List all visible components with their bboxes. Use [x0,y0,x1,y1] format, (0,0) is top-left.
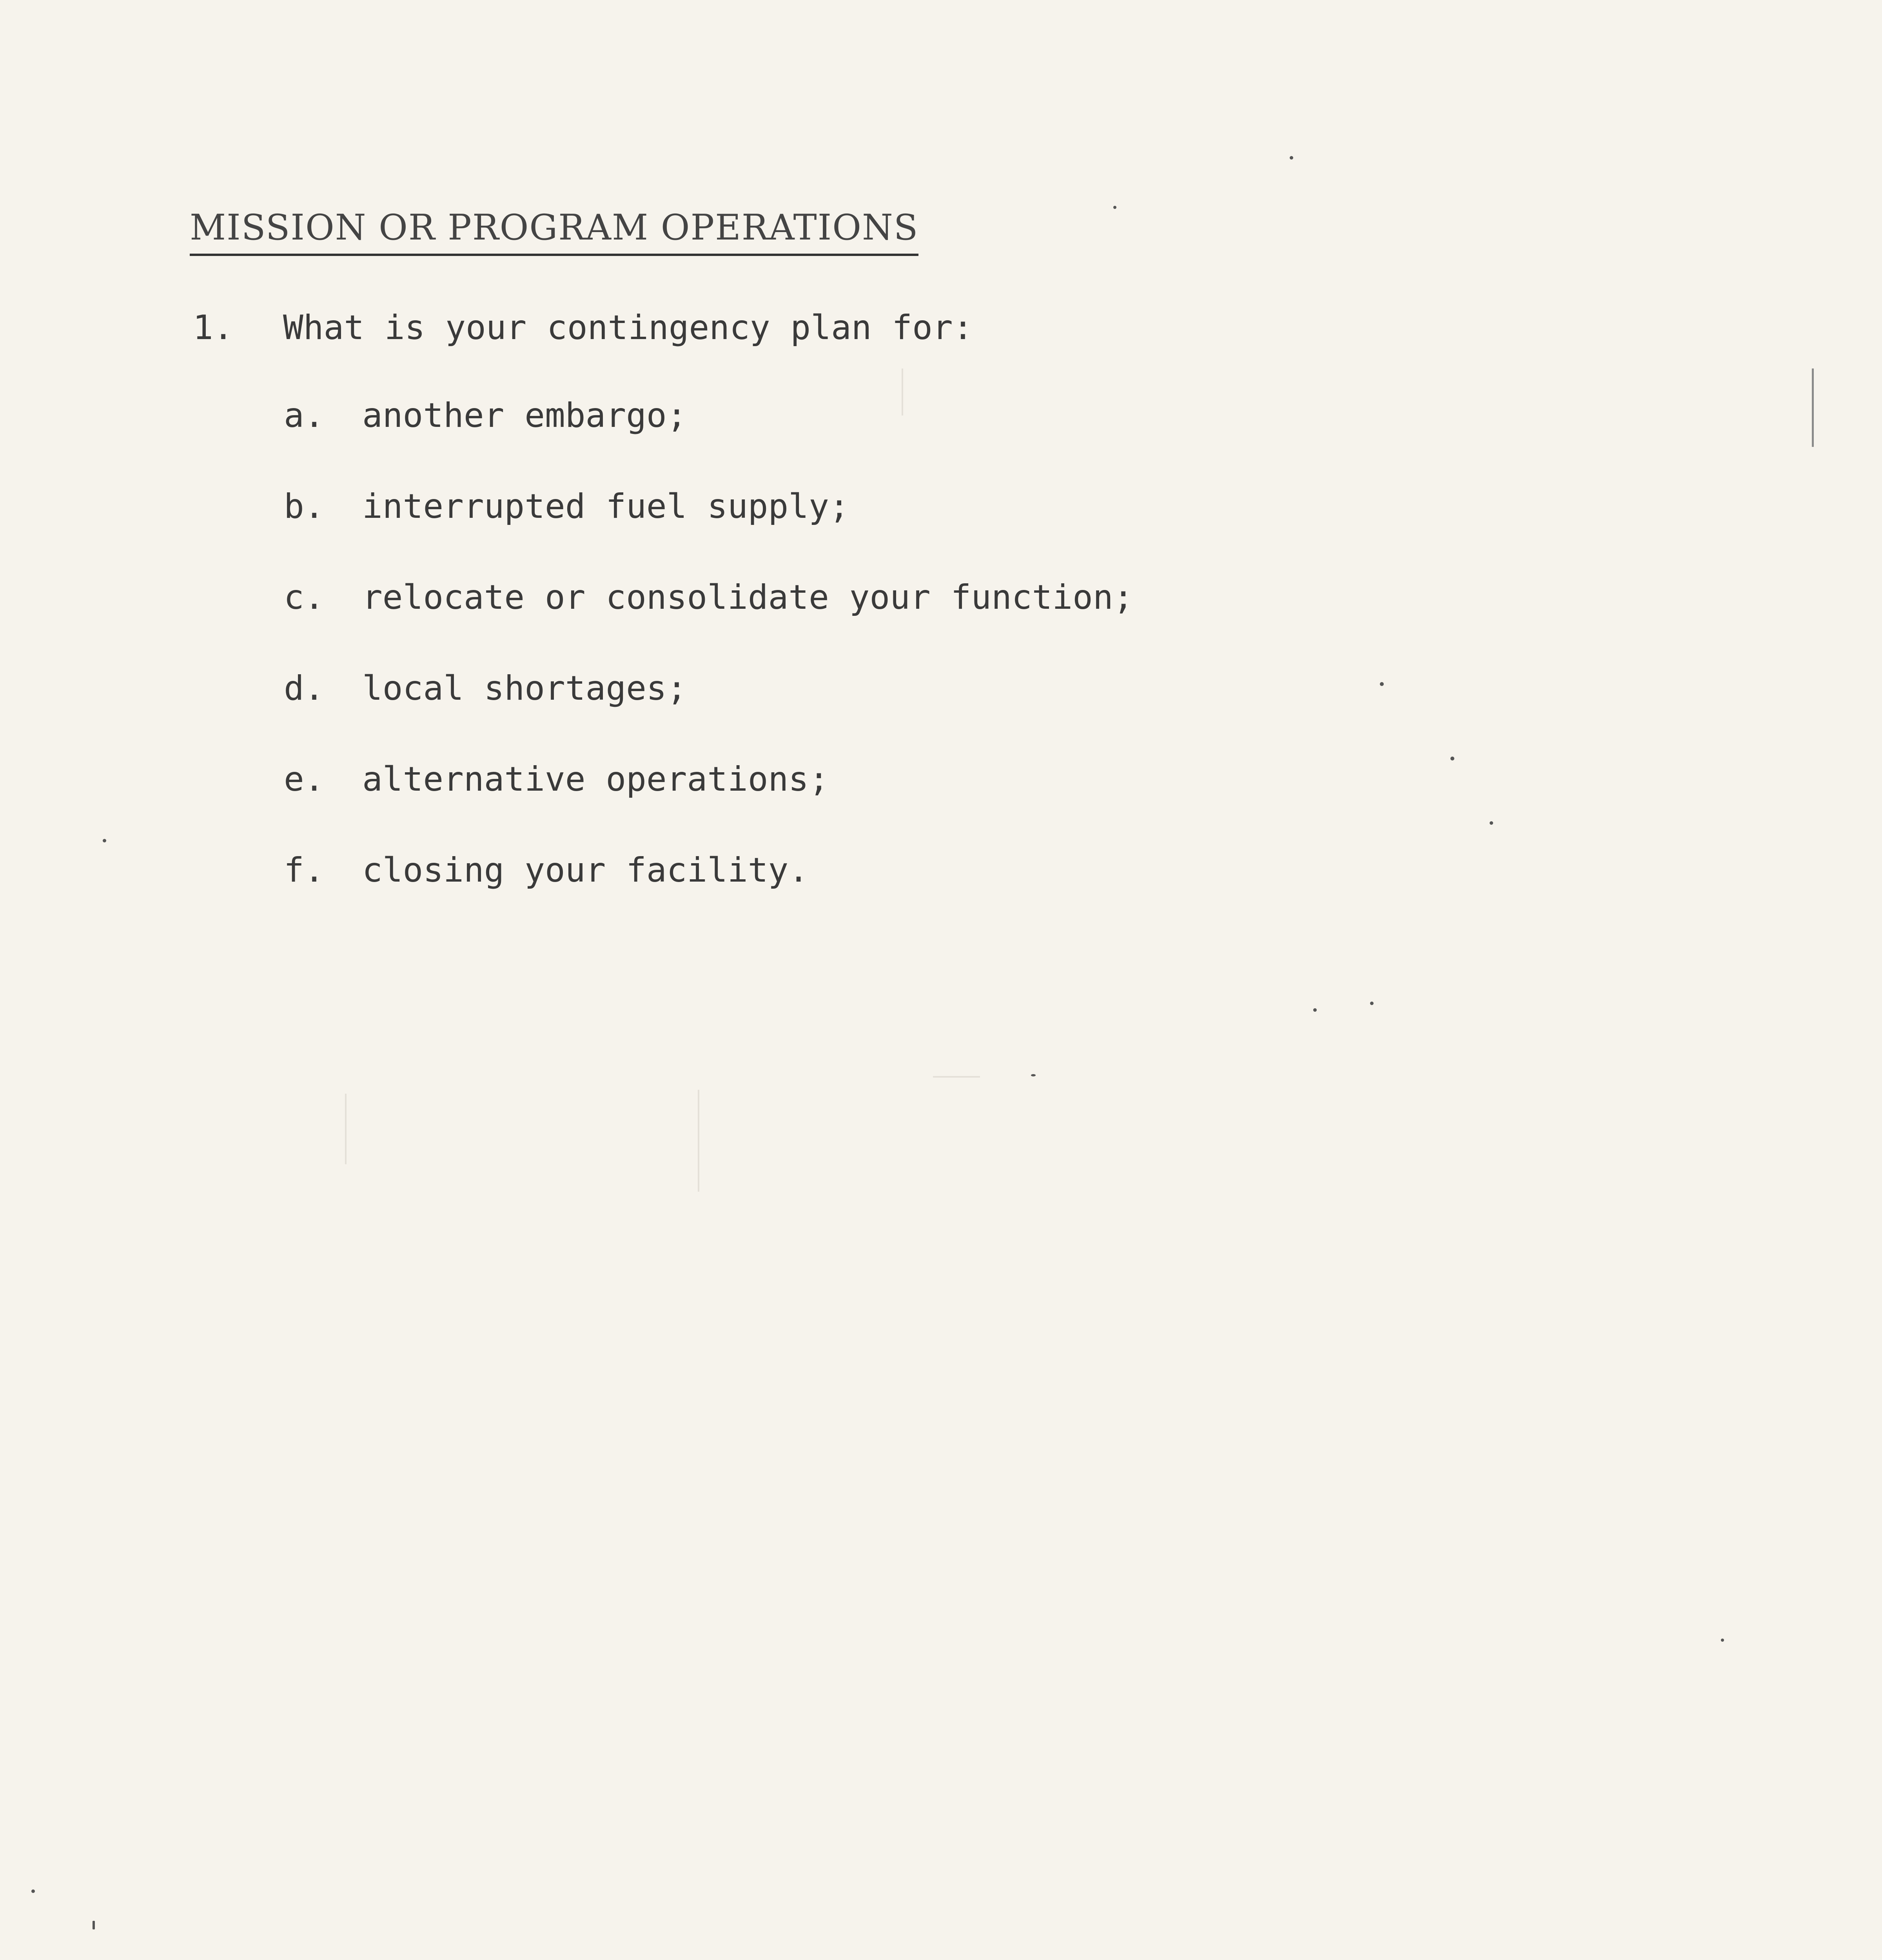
paper-crease [1812,368,1814,447]
list-item [284,396,1134,487]
scan-speck [1290,156,1293,160]
option-text: interrupted fuel supply; [362,487,849,526]
list-item [284,851,1134,942]
options-list [284,396,1134,942]
scan-speck [1370,1002,1374,1005]
option-letter: b. [284,487,325,526]
question-text: What is your contingency plan for: [283,308,973,347]
scan-speck [1450,757,1454,760]
option-letter: c. [284,578,325,617]
scan-speck [103,839,106,842]
scan-speck [1113,206,1116,209]
option-text: alternative operations; [362,760,829,799]
scan-speck [1380,682,1384,686]
paper-crease [933,1076,980,1078]
question-number: 1. [193,308,234,347]
paper-crease [902,368,903,416]
option-text: relocate or consolidate your function; [362,578,1134,617]
option-text: another embargo; [362,396,687,435]
option-letter: d. [284,669,325,708]
scan-speck [1490,821,1493,825]
scan-speck [93,1921,95,1929]
option-letter: e. [284,760,325,799]
list-item [284,487,1134,578]
option-text: closing your facility. [362,851,809,890]
option-text: local shortages; [362,669,687,708]
option-letter: a. [284,396,325,435]
list-item [284,578,1134,669]
question-1 [193,308,973,347]
list-item [284,669,1134,760]
scan-speck [1313,1008,1317,1012]
list-item [284,760,1134,851]
paper-crease [698,1090,699,1192]
section-heading: MISSION OR PROGRAM OPERATIONS [190,207,918,256]
paper-crease [345,1094,347,1164]
scan-speck [1031,1074,1036,1076]
option-letter: f. [284,851,325,890]
scan-speck [1721,1639,1724,1642]
scan-speck [31,1889,35,1893]
